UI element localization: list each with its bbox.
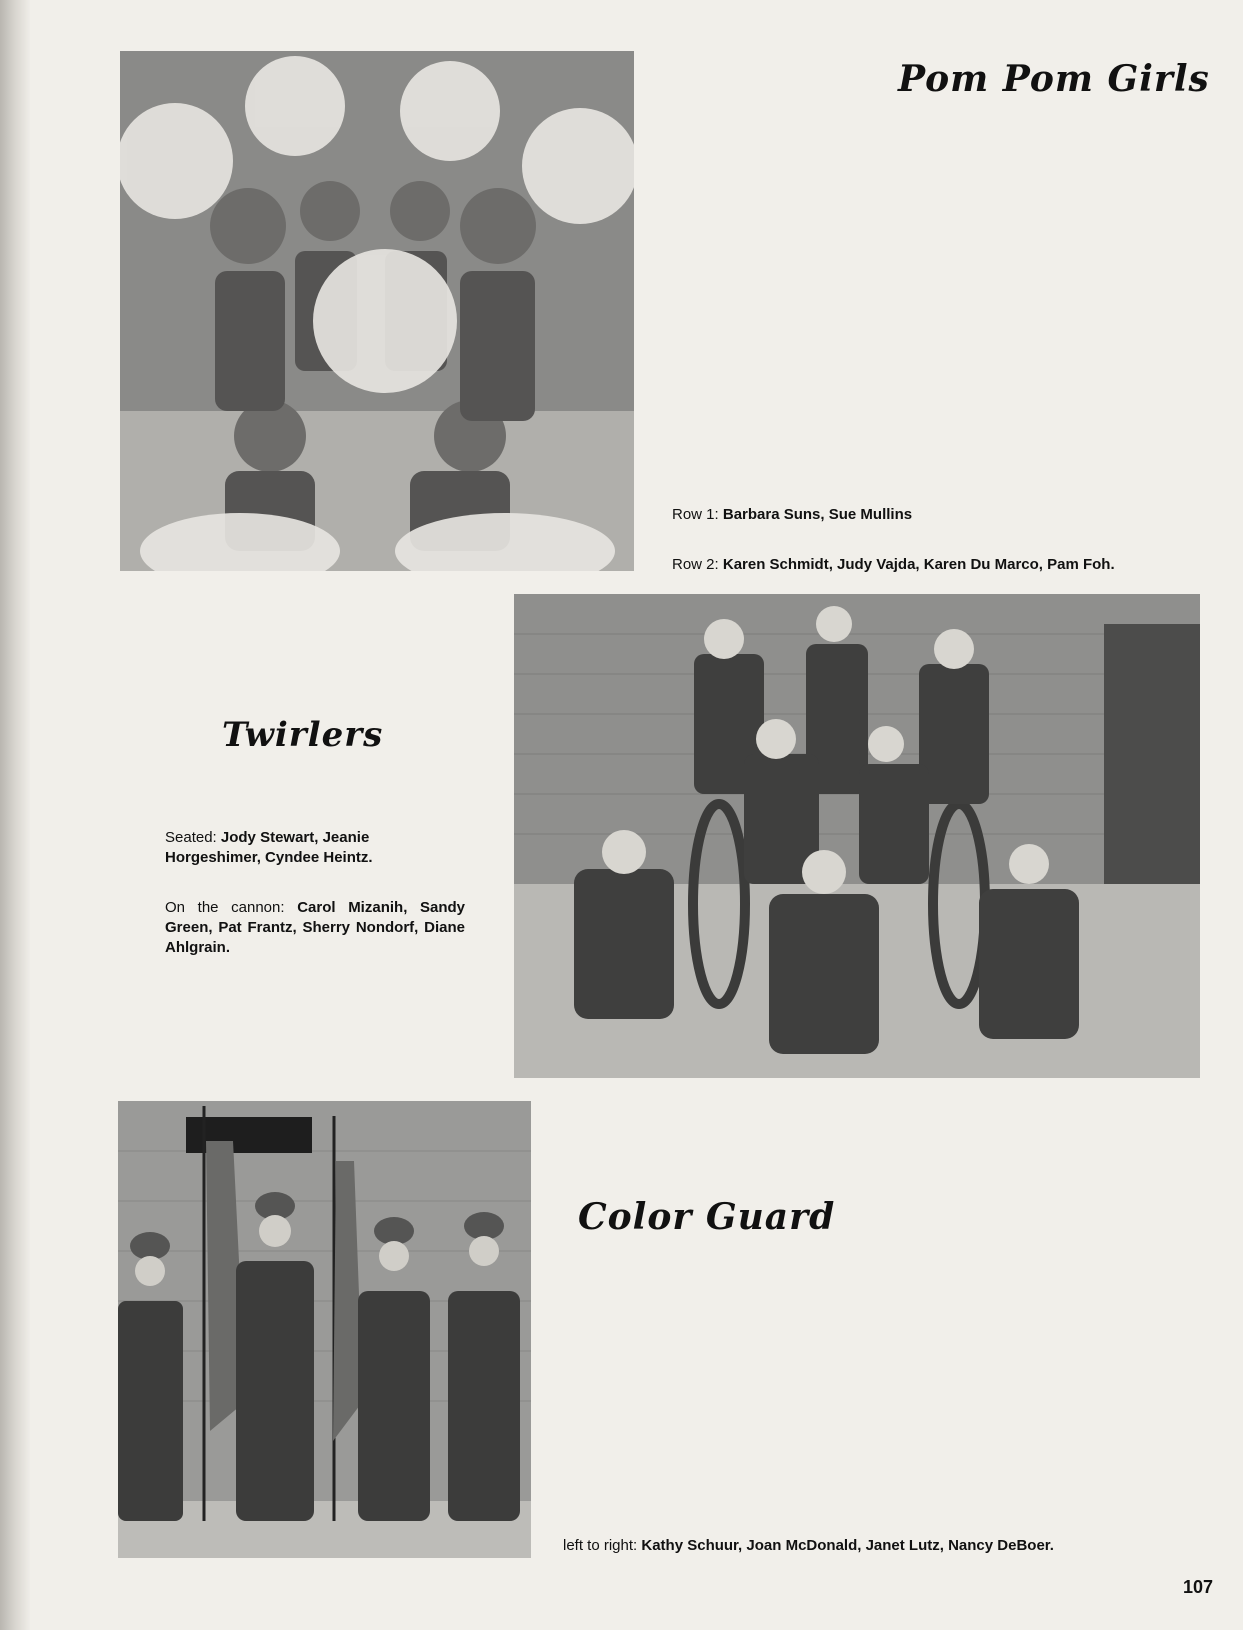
twirlers-seated-caption [165, 828, 465, 868]
pom-pom-girls-title: Pom Pom Girls [898, 58, 1210, 100]
seated-names: Jody Stewart, Jeanie Horgeshimer, Cyndee Heintz. [165, 829, 373, 866]
color-guard-caption [563, 1536, 1163, 1556]
color-guard-label: left to right: [563, 1537, 638, 1554]
twirlers-photo [514, 594, 1200, 1078]
pom-pom-girls-photo [120, 51, 634, 571]
color-guard-names: Kathy Schuur, Joan McDonald, Janet Lutz, Nancy DeBoer. [641, 1537, 1054, 1554]
page-binding-gutter [0, 0, 30, 1630]
row1-label: Row 1: [672, 506, 719, 523]
pom-pom-row1-caption [672, 505, 1212, 525]
cannon-label: On the cannon: [165, 899, 285, 916]
pom-pom-row2-caption [672, 555, 1212, 575]
seated-label: Seated: [165, 829, 217, 846]
row2-names: Karen Schmidt, Judy Vajda, Karen Du Marco, Pam Foh. [722, 556, 1115, 573]
twirlers-cannon-caption [165, 898, 465, 958]
color-guard-title: Color Guard [578, 1196, 836, 1238]
cannon-names: Carol Mizanih, Sandy Green, Pat Frantz, Sherry Nondorf, Diane Ahlgrain. [165, 899, 466, 956]
page-number: 107 [1182, 1577, 1213, 1597]
row2-label: Row 2: [672, 556, 719, 573]
color-guard-photo [118, 1101, 531, 1558]
row1-names: Barbara Suns, Sue Mullins [722, 506, 913, 523]
twirlers-title: Twirlers [222, 715, 384, 755]
